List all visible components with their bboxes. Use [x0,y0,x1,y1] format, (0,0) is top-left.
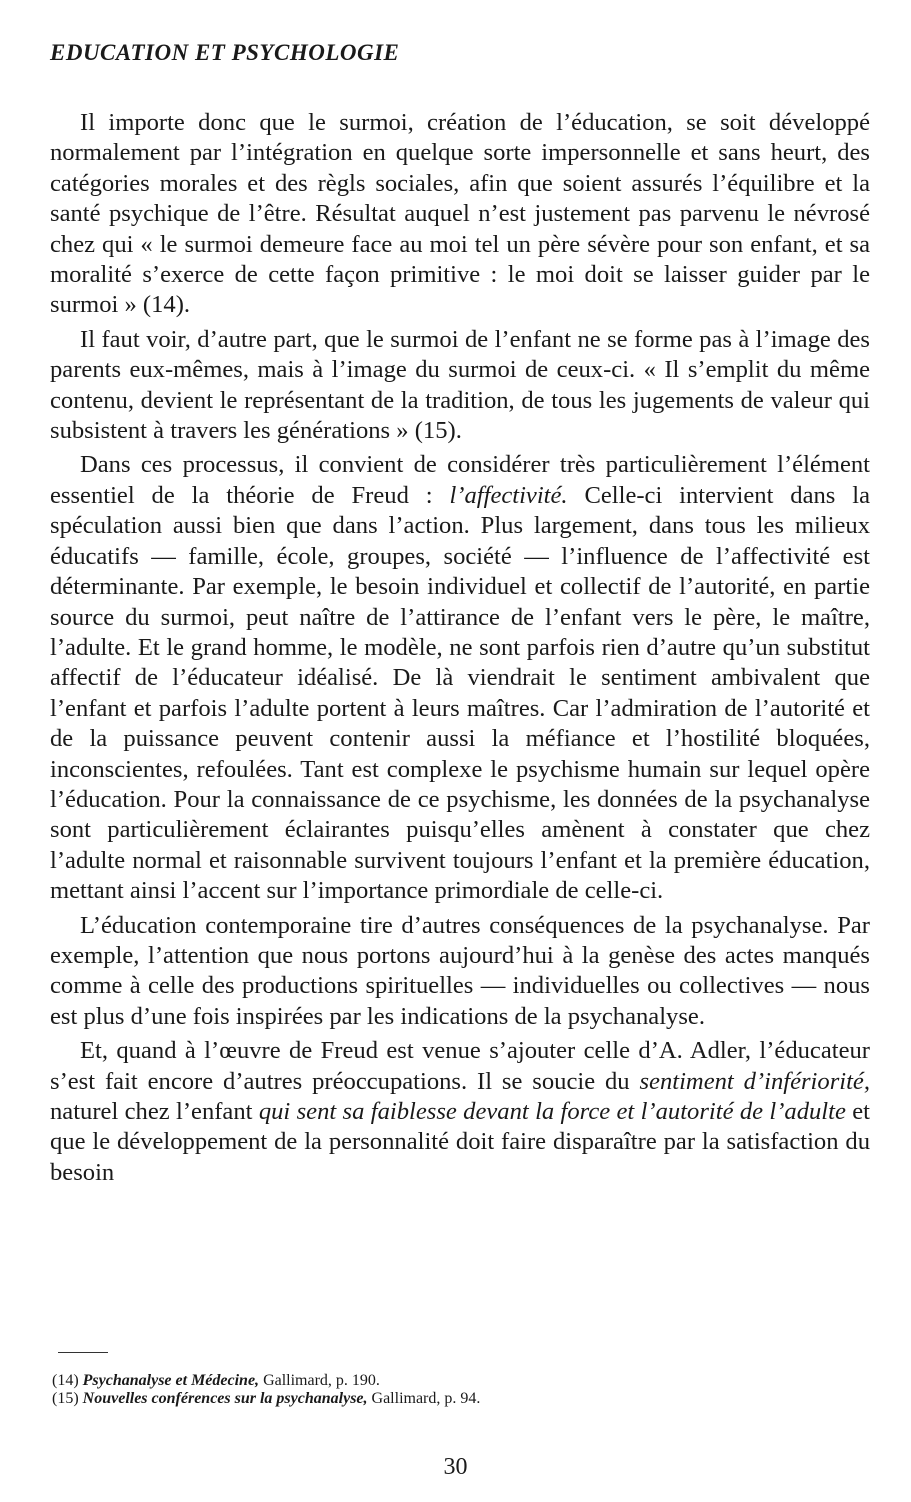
paragraph-3-part-2: Celle-ci intervient dans la spéculation aussi bien que dans l’action. Plus largement, dans tous les milieux éducatifs — famille, école, groupes, société — l’influence de l’affectivité est déterminante. Par exemple, le besoin individuel et collectif de l’autorité, en partie source du surmoi, peut naître de l’attirance de l’enfant vers le père, le maître, l’adulte. Et le grand homme, le modèle, ne sont parfois rien d’autre qu’un substitut affectif de l’éducateur idéalisé. De là viendrait le sentiment ambivalent que l’enfant et parfois l’adulte portent à leurs maîtres. Car l’admiration de l’autorité et de la puissance peuvent contenir aussi la méfiance et l’hostilité bloquées, inconscientes, refoulées. Tant est complexe le psychisme humain sur lequel opère l’éducation. Pour la connaissance de ce psychisme, les données de la psychanalyse sont particulièrement éclairantes puisqu’elles amènent à constater que chez l’adulte normal et raisonnable survivent toujours l’enfant et la première éducation, mettant ainsi l’accent sur l’importance primordiale de celle-ci. [50,481,870,905]
footnote-marker: (15) [52,1390,79,1407]
paragraph-5 [50,1036,870,1188]
paragraph-5-part-1: Et, quand à l’œuvre de Freud est venue s’ajouter celle d’A. Adler, l’éducateur s’est fait encore d’autres préoccupations. Il se soucie du [50,1037,870,1095]
paragraph-4: L’éducation contemporaine tire d’autres conséquences de la psychanalyse. Par exemple, l’attention que nous portons aujourd’hui à la genèse des actes manqués comme à celle des productions spirituelles — individuelles ou collectives — nous est plus d’une fois inspirées par les indications de la psychanalyse. [50,911,870,1030]
paragraph-3-part-1: Dans ces processus, il convient de considérer très particulièrement l’élément essentiel de la théorie de Freud : [50,451,870,509]
footnote-15 [52,1390,872,1408]
footnote-title: Nouvelles conférences sur la psychanalyse, [82,1390,368,1407]
running-title: EDUCATION ET PSYCHOLOGIE [50,40,400,65]
page-number: 30 [443,1454,468,1480]
footnote-marker: (14) [52,1372,79,1389]
footnote-source: Gallimard, p. 94. [371,1390,481,1407]
footnotes [52,1372,872,1408]
paragraph-3-emphasis: l’affectivité. [449,481,568,509]
footnote-divider [58,1352,108,1353]
paragraph-5-part-2: naturel chez l’enfant [50,1098,259,1125]
paragraph-2: Il faut voir, d’autre part, que le surmoi de l’enfant ne se forme pas à l’image des parents eux-mêmes, mais à l’image du surmoi de ceux-ci. « Il s’emplit du même contenu, devient le représentant de la tradition, de tous les jugements de valeur qui subsistent à travers les générations » (15). [50,325,870,445]
page-content [50,40,870,1192]
paragraph-1: Il importe donc que le surmoi, création de l’éducation, se soit développé normalement par l’intégration en quelque sorte impersonnelle et sans heurt, des catégories morales et des règls sociales, afin que soient assurés l’équilibre et la santé psychique de l’être. Résultat auquel n’est justement pas parvenu le névrosé chez qui « le surmoi demeure face au moi tel un père sévère pour son enfant, et sa moralité s’exerce de cette façon primitive : le moi doit se laisser guider par le surmoi » (14). [50,109,870,319]
paragraph-5-part-3: et que le développement de la personnalité doit faire disparaître par la satisfaction du besoin [50,1098,870,1186]
footnote-title: Psychanalyse et Médecine, [82,1372,260,1389]
paragraph-5-emphasis-2: qui sent sa faiblesse devant la force et l’autorité de l’adulte [258,1098,846,1125]
paragraph-3 [50,450,870,906]
footnote-source: Gallimard, p. 190. [263,1372,380,1389]
paragraph-5-emphasis-1: sentiment d’infériorité, [639,1067,870,1095]
footnote-14 [52,1372,872,1390]
body-text [50,108,870,1188]
